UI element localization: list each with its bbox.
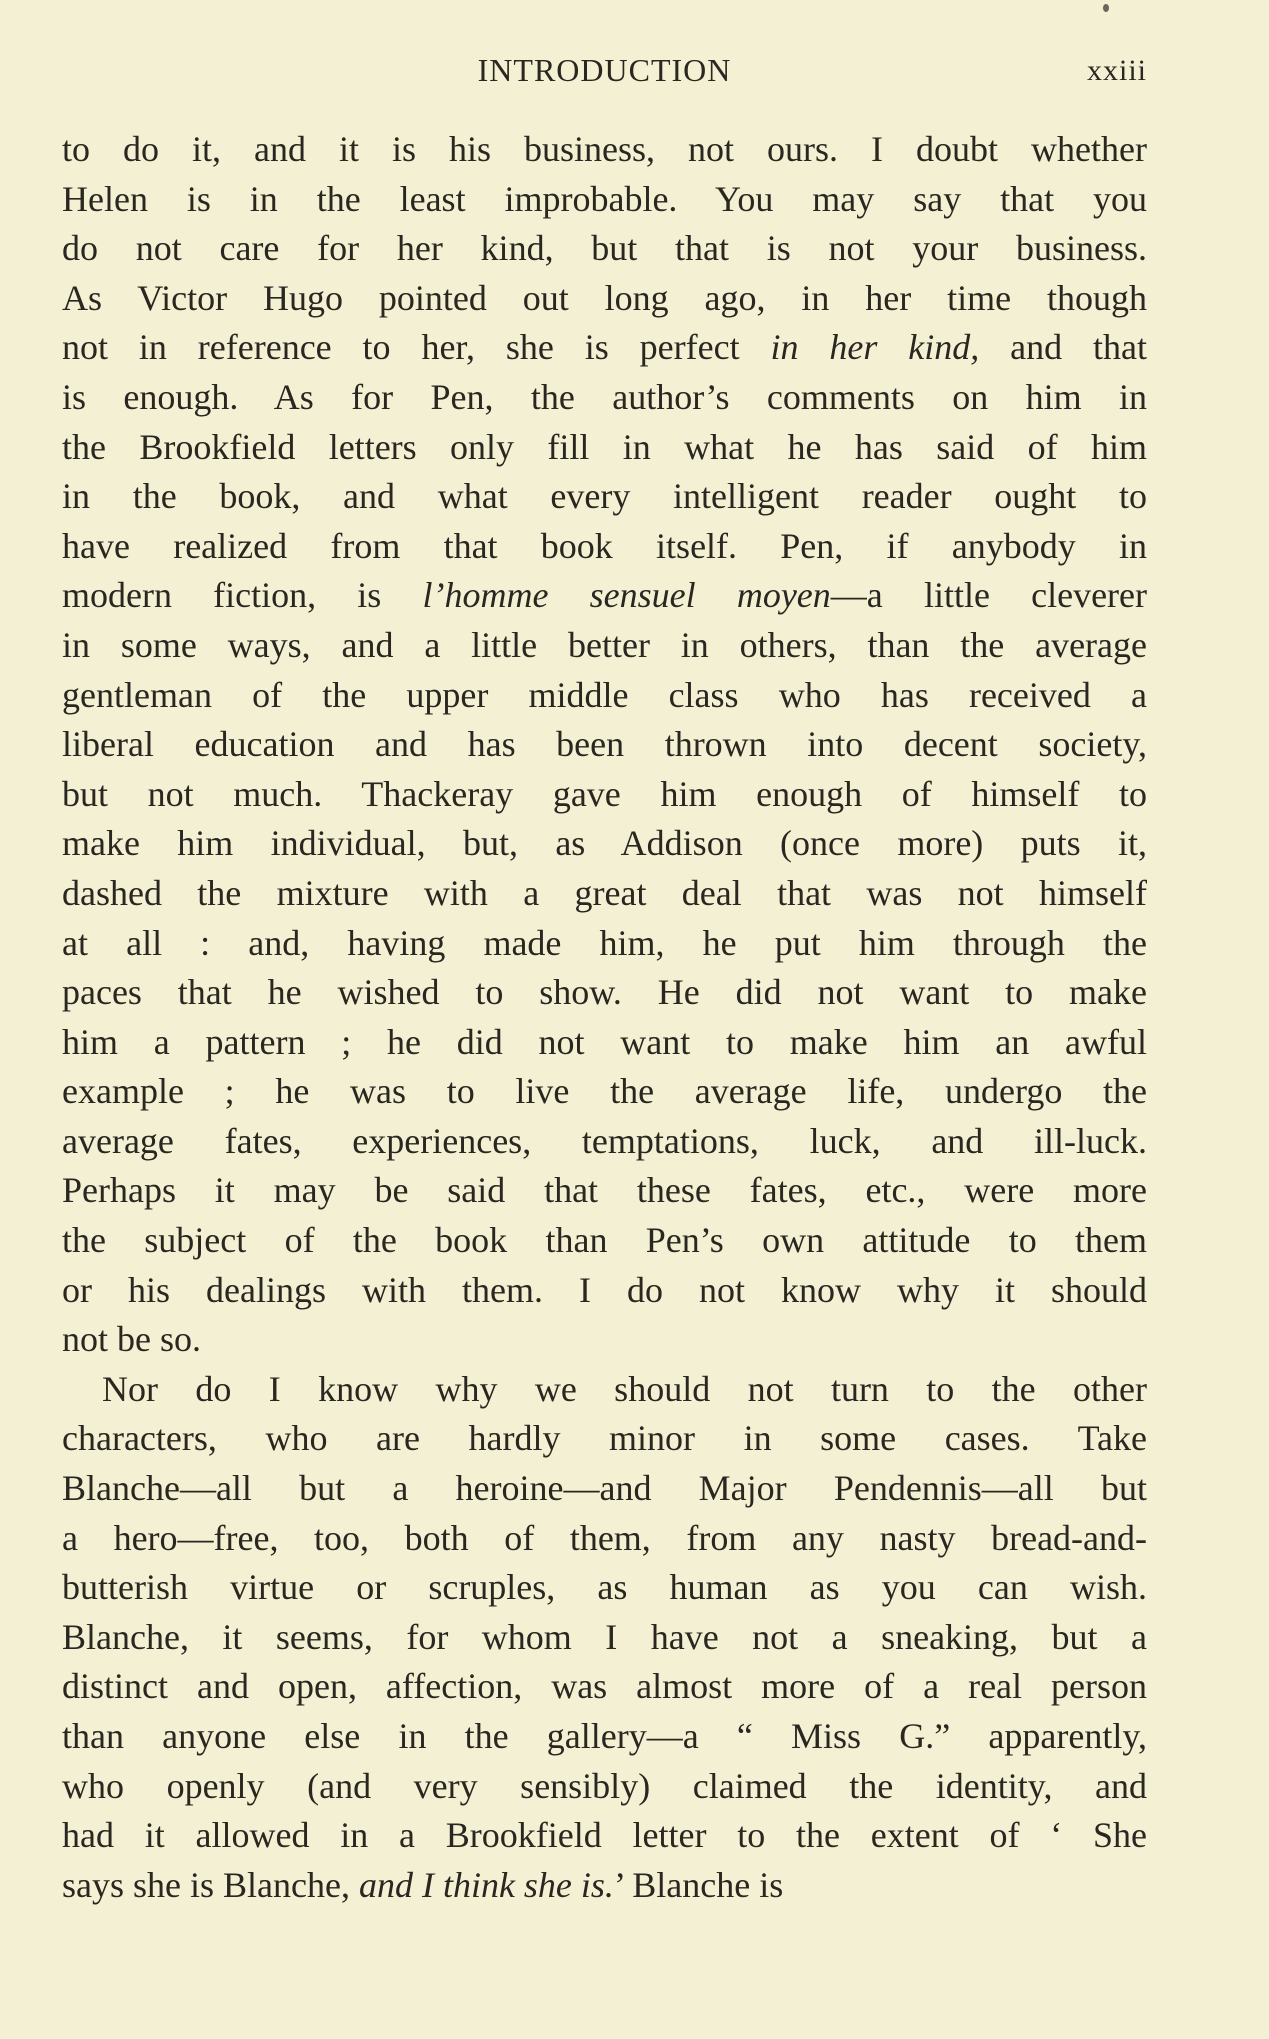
text-segment: dashed the mixture with a great deal that was not himself (62, 872, 1147, 913)
text-line (62, 1811, 1147, 1861)
text-line (62, 1464, 1147, 1514)
text-segment: had it allowed in a Brookfield letter to the extent of ‘ She (62, 1815, 1147, 1856)
text-line (62, 1861, 1147, 1911)
text-line (62, 472, 1147, 522)
text-line (62, 1662, 1147, 1712)
text-segment: the subject of the book than Pen’s own attitude to them (62, 1220, 1147, 1261)
text-segment: a hero—free, too, both of them, from any nasty bread-and- (62, 1517, 1147, 1558)
text-line (62, 770, 1147, 820)
page-header (62, 52, 1147, 102)
page-number: xxiii (1086, 54, 1147, 87)
text-line (62, 720, 1147, 770)
text-line (62, 919, 1147, 969)
text-segment: him a pattern ; he did not want to make him an awful (62, 1021, 1147, 1062)
text-line (62, 1315, 1147, 1365)
text-line (62, 274, 1147, 324)
text-line (62, 1414, 1147, 1464)
text-line (62, 671, 1147, 721)
text-segment: make him individual, but, as Addison (once more) puts it, (62, 823, 1147, 864)
text-line (62, 571, 1147, 621)
text-segment: Blanche—all but a heroine—and Major Pendennis—all but (62, 1468, 1147, 1509)
text-line (62, 125, 1147, 175)
text-line (62, 175, 1147, 225)
text-segment: than anyone else in the gallery—a “ Miss G.” apparently, (62, 1716, 1147, 1756)
text-segment: and that (979, 327, 1147, 368)
text-segment: ’ Blanche is (613, 1864, 784, 1905)
text-segment: gentleman of the upper middle class who has received a (62, 674, 1147, 715)
paragraph (62, 125, 1147, 1365)
text-segment: not be so. (62, 1319, 201, 1360)
text-line (62, 1166, 1147, 1216)
text-segment: says she is Blanche, (62, 1864, 359, 1905)
text-segment: but not much. Thackeray gave him enough of himself to (62, 773, 1147, 814)
text-line (62, 1266, 1147, 1316)
text-segment: Nor do I know why we should not turn to the other (102, 1368, 1147, 1409)
text-segment: is enough. As for Pen, the author’s comments on him in (62, 376, 1147, 417)
text-segment: in the book, and what every intelligent reader ought to (62, 476, 1147, 517)
text-segment: who openly (and very sensibly) claimed the identity, and (62, 1765, 1147, 1806)
text-line (62, 423, 1147, 473)
text-line (62, 1514, 1147, 1564)
text-line (62, 1365, 1147, 1415)
text-line (62, 968, 1147, 1018)
text-line (62, 1216, 1147, 1266)
text-segment: example ; he was to live the average life, undergo the (62, 1071, 1147, 1112)
text-segment: do not care for her kind, but that is not your business. (62, 228, 1147, 269)
text-line (62, 1613, 1147, 1663)
ink-speck (1103, 4, 1109, 12)
text-segment: paces that he wished to show. He did not want to make (62, 972, 1147, 1013)
text-line (62, 1117, 1147, 1167)
text-segment: at all : and, having made him, he put him through the (62, 922, 1147, 963)
text-line (62, 1067, 1147, 1117)
text-line (62, 819, 1147, 869)
text-line (62, 224, 1147, 274)
paragraph (62, 1365, 1147, 1911)
text-segment: or his dealings with them. I do not know why it should (62, 1269, 1147, 1310)
body-text (62, 125, 1147, 1910)
text-segment: —a little cleverer (830, 575, 1148, 616)
running-title: INTRODUCTION (477, 52, 732, 88)
text-segment: average fates, experiences, temptations, luck, and ill-luck. (62, 1120, 1147, 1161)
text-segment: modern fiction, is (62, 575, 423, 616)
text-line (62, 869, 1147, 919)
text-line (62, 1712, 1147, 1762)
text-segment: in some ways, and a little better in others, than the average (62, 624, 1147, 665)
text-segment: characters, who are hardly minor in some cases. Take (62, 1418, 1147, 1459)
text-line (62, 1018, 1147, 1068)
text-segment: to do it, and it is his business, not ours. I doubt whether (62, 129, 1147, 169)
text-line (62, 621, 1147, 671)
text-segment: have realized from that book itself. Pen, if anybody in (62, 525, 1147, 566)
text-segment: butterish virtue or scruples, as human as you can wish. (62, 1567, 1147, 1608)
italic-text: l’homme sensuel moyen (422, 575, 831, 616)
text-segment: not in reference to her, she is perfect (62, 327, 771, 368)
text-segment: Perhaps it may be said that these fates, etc., were more (62, 1170, 1147, 1211)
text-segment: the Brookfield letters only fill in what he has said of him (62, 426, 1147, 467)
text-segment: distinct and open, affection, was almost more of a real person (62, 1666, 1147, 1707)
text-segment: liberal education and has been thrown into decent society, (62, 724, 1147, 765)
text-line (62, 323, 1147, 373)
italic-text: and I think she is. (358, 1864, 614, 1905)
text-line (62, 1762, 1147, 1812)
text-line (62, 373, 1147, 423)
italic-text: in her kind, (770, 327, 980, 368)
text-segment: Blanche, it seems, for whom I have not a sneaking, but a (62, 1616, 1147, 1657)
text-segment: As Victor Hugo pointed out long ago, in her time though (62, 277, 1147, 318)
text-line (62, 1563, 1147, 1613)
text-segment: Helen is in the least improbable. You may say that you (62, 178, 1147, 219)
text-line (62, 522, 1147, 572)
